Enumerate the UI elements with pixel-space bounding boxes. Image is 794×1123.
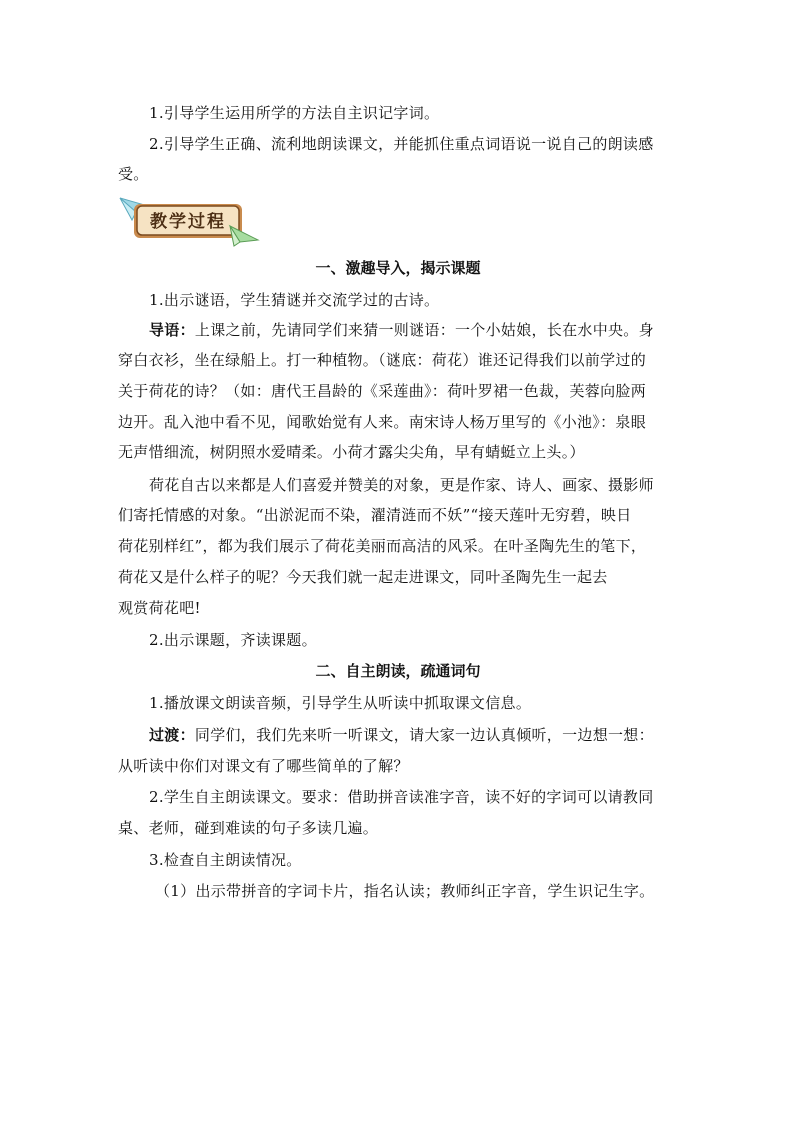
section2-step2-line: 桌、老师，碰到难读的句子多读几遍。 (118, 819, 379, 837)
guide-paragraph-first-line (149, 320, 678, 340)
lotus-paragraph-line: 观赏荷花吧! (118, 599, 201, 617)
section2-title: 二、自主朗读，疏通词句 (315, 662, 481, 680)
guide-line: 穿白衣衫，坐在绿船上。打一种植物。（谜底：荷花）谁还记得我们以前学过的 (118, 351, 647, 369)
lotus-paragraph-line: 们寄托情感的对象。“出淤泥而不染，濯清涟而不妖”“接天莲叶无穷碧，映日 (118, 506, 632, 524)
section2-step1: 1.播放课文朗读音频，引导学生从听读中抓取课文信息。 (149, 694, 532, 712)
badge-label: 教学过程 (150, 211, 226, 232)
guide-line: 关于荷花的诗？（如：唐代王昌龄的《采莲曲》：荷叶罗裙一色裁，芙蓉向脸两 (118, 382, 647, 400)
section1-step1: 1.出示谜语，学生猜谜并交流学过的古诗。 (149, 291, 440, 309)
teaching-process-badge (118, 196, 260, 248)
section1-step2: 2.出示课题，齐读课题。 (149, 631, 317, 649)
objective-1: 1.引导学生运用所学的方法自主识记字词。 (149, 104, 440, 122)
transition-paragraph-first-line (149, 725, 678, 745)
guide-line: 无声惜细流，树阴照水爱晴柔。小荷才露尖尖角，早有蜻蜓立上头。） (118, 443, 585, 461)
guide-text: 上课之前，先请同学们来猜一则谜语：一个小姑娘，长在水中央。身 (194, 321, 654, 339)
guide-label: 导语： (149, 321, 195, 339)
section1-title: 一、激趣导入，揭示课题 (315, 259, 481, 277)
lotus-paragraph-line: 荷花别样红”，都为我们展示了荷花美丽而高洁的风采。在叶圣陶先生的笔下， (118, 537, 647, 555)
lotus-paragraph-line: 荷花自古以来都是人们喜爱并赞美的对象，更是作家、诗人、画家、摄影师 (149, 476, 654, 494)
section2-step2-line: 2.学生自主朗读课文。要求：借助拼音读准字音，读不好的字词可以请教同 (149, 788, 654, 806)
objective-2: 2.引导学生正确、流利地朗读课文，并能抓住重点词语说一说自己的朗读感 (149, 135, 654, 153)
transition-text: 同学们，我们先来听一听课文，请大家一边认真倾听，一边想一想： (194, 726, 654, 744)
transition-line: 从听读中你们对课文有了哪些简单的了解？ (118, 757, 409, 775)
guide-line: 边开。乱入池中看不见，闻歌始觉有人来。南宋诗人杨万里写的《小池》：泉眼 (118, 413, 647, 431)
objective-2-continued: 受。 (118, 165, 149, 183)
transition-label: 过渡： (149, 726, 195, 744)
section2-step3-sub: （1）出示带拼音的字词卡片，指名认读；教师纠正字音，学生识记生字。 (155, 882, 655, 900)
section2-step3: 3.检查自主朗读情况。 (149, 851, 302, 869)
lotus-paragraph-line: 荷花又是什么样子的呢？今天我们就一起走进课文，同叶圣陶先生一起去 (118, 568, 608, 586)
